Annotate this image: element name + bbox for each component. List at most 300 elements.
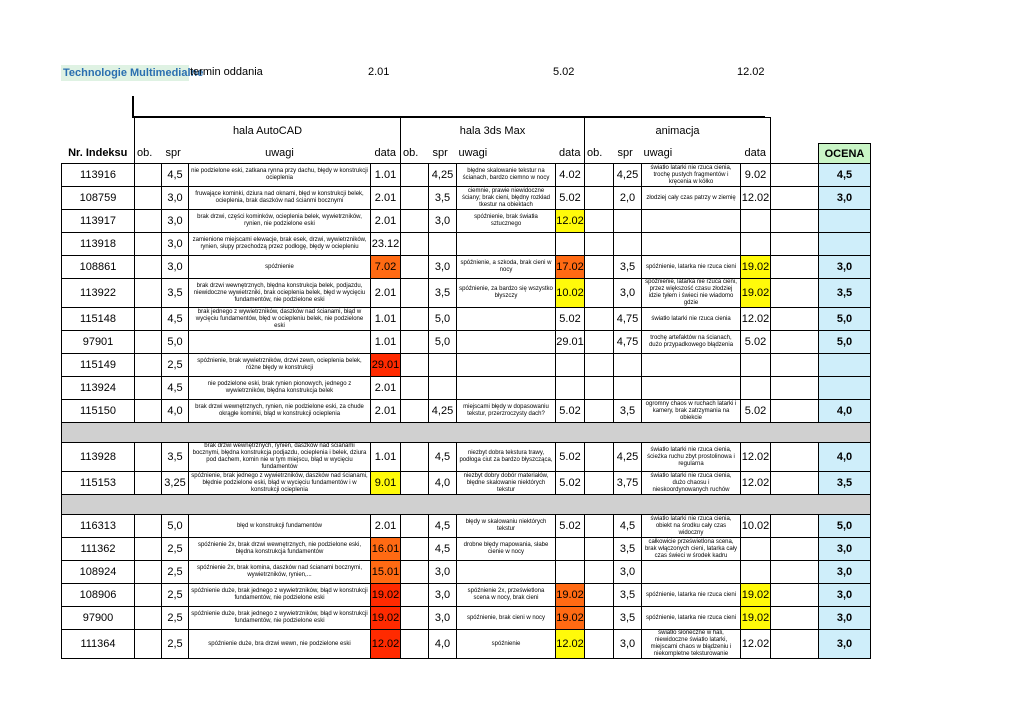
student-id: 111362 — [62, 538, 135, 561]
submission-date: 9.01 — [371, 472, 401, 495]
student-id: 113916 — [62, 164, 135, 187]
final-grade: 4,0 — [819, 400, 871, 423]
spr-score: 4,25 — [614, 164, 642, 187]
submission-date: 5.02 — [556, 308, 585, 331]
submission-date: 12.02 — [741, 187, 771, 210]
col-ocena: OCENA — [819, 144, 871, 164]
student-id: 113924 — [62, 377, 135, 400]
submission-date: 19.02 — [741, 607, 771, 630]
uwagi-note: spóźnienie, brak cieni w nocy — [457, 607, 556, 630]
spr-score: 4,25 — [614, 443, 642, 472]
frame-line — [132, 96, 134, 118]
ob-cell — [585, 538, 614, 561]
uwagi-note: błęd w konstrukcji fundamentów — [189, 515, 371, 538]
student-id: 111364 — [62, 630, 135, 659]
uwagi-note: spóźnienie, latarka nie rzuca cieni — [642, 607, 741, 630]
spr-score — [429, 354, 457, 377]
uwagi-note: spóźnienie duże, brak jednego z wywietrzników, błąd w konstrukcji fundamentów, nie podzielone eski — [189, 607, 371, 630]
ob-cell — [401, 354, 429, 377]
spr-score: 3,5 — [429, 279, 457, 308]
submission-date: 9.02 — [741, 164, 771, 187]
final-grade: 3,0 — [819, 256, 871, 279]
ob-cell — [401, 400, 429, 423]
uwagi-note: fruwające kominki, dziura nad oknami, błęd w konstrukcji belek, ocieplenia, brak daszków nad ścianmi bocznymi — [189, 187, 371, 210]
spacer — [771, 279, 819, 308]
uwagi-note: brak jednego z wywietrzników, daszków nad ścianami, błąd w wycięciu fundamentów, błęd w ociepleniu belek, nie podzielone eski — [189, 308, 371, 331]
uwagi-note: niezbyt dobra tekstura trawy, podłoga ciut za bardzo błyszcząca, — [457, 443, 556, 472]
uwagi-note: nie podzielone eski, brak rynien pionowych, jednego z wywietrzników, błędna konstrukcja belek — [189, 377, 371, 400]
submission-date — [556, 377, 585, 400]
submission-date: 19.02 — [741, 256, 771, 279]
uwagi-note: niezbyt dobry dobór materiałów, błędne skalowanie niektórych tekstur — [457, 472, 556, 495]
spacer — [771, 400, 819, 423]
table-row — [62, 607, 871, 630]
spr-score: 4,0 — [429, 472, 457, 495]
spacer — [771, 515, 819, 538]
table-row — [62, 443, 871, 472]
spr-score: 3,5 — [162, 443, 189, 472]
ob-cell — [585, 233, 614, 256]
uwagi-note — [457, 354, 556, 377]
uwagi-note: spóźnienie, latarka nie rzuca cieni, przez większość czasu złodziej idzie tyłem i świeci nie wiadomo gdzie — [642, 279, 741, 308]
ob-cell — [401, 308, 429, 331]
col-uwagi: uwagi — [643, 147, 673, 160]
table-row — [62, 377, 871, 400]
spr-score: 5,0 — [429, 331, 457, 354]
ob-cell — [135, 400, 162, 423]
course-title: Technologie Multimedialne — [63, 67, 204, 79]
submission-date: 12.02 — [741, 630, 771, 659]
spacer — [771, 164, 819, 187]
ob-cell — [135, 187, 162, 210]
spacer — [771, 144, 819, 164]
student-id: 108759 — [62, 187, 135, 210]
ob-cell — [401, 377, 429, 400]
table-row — [62, 279, 871, 308]
submission-date: 19.02 — [371, 607, 401, 630]
ob-cell — [135, 607, 162, 630]
uwagi-note: spóźnienie, za bardzo się wszystko błyszczy — [457, 279, 556, 308]
uwagi-note: spóźnienie, brak światła sztucznego — [457, 210, 556, 233]
table-row — [62, 233, 871, 256]
spr-score: 4,0 — [162, 400, 189, 423]
ob-cell — [135, 331, 162, 354]
submission-date: 5.02 — [741, 331, 771, 354]
col-data: data — [744, 147, 766, 160]
ob-cell — [135, 377, 162, 400]
ob-cell — [135, 538, 162, 561]
table-row — [62, 354, 871, 377]
spr-score: 3,5 — [614, 584, 642, 607]
ob-cell — [135, 308, 162, 331]
uwagi-note: ciemnie, prawie niewidoczne ściany; brak cieni, błędny rozkład tkestur na obiektach — [457, 187, 556, 210]
ob-cell — [585, 187, 614, 210]
submission-date: 5.02 — [741, 400, 771, 423]
spr-score: 3,5 — [162, 279, 189, 308]
uwagi-note: zamienione miejscami elewacje, brak esek, drzwi, wywietrzników, rynien, słupy przechodzą przez podłogę, błędy w ociepleniu — [189, 233, 371, 256]
ob-cell — [585, 308, 614, 331]
student-id: 113928 — [62, 443, 135, 472]
col-spr: spr — [432, 147, 448, 160]
ob-cell — [135, 515, 162, 538]
spr-score: 3,25 — [162, 472, 189, 495]
ob-cell — [401, 233, 429, 256]
uwagi-note: światło latarki nie rzuca cienia, obiekt na środku cały czas widoczny — [642, 515, 741, 538]
submission-date: 2.01 — [371, 515, 401, 538]
ob-cell — [401, 515, 429, 538]
student-id: 97900 — [62, 607, 135, 630]
ob-cell — [135, 584, 162, 607]
final-grade: 3,0 — [819, 187, 871, 210]
spr-score: 4,5 — [162, 377, 189, 400]
table-row — [62, 331, 871, 354]
submission-date — [556, 233, 585, 256]
submission-date: 4.02 — [556, 164, 585, 187]
submission-date: 16.01 — [371, 538, 401, 561]
spr-score: 3,0 — [162, 187, 189, 210]
spacer — [771, 443, 819, 472]
final-grade: 3,0 — [819, 561, 871, 584]
spr-score: 4,25 — [429, 400, 457, 423]
ob-cell — [401, 187, 429, 210]
submission-date — [741, 233, 771, 256]
submission-date: 15.01 — [371, 561, 401, 584]
student-id: 97901 — [62, 331, 135, 354]
submission-date: 5.02 — [556, 443, 585, 472]
spr-score — [614, 354, 642, 377]
spr-score: 3,0 — [162, 256, 189, 279]
uwagi-note: ogromny chaos w ruchach latarki i kamery, brak zatrzymania na obiekcie — [642, 400, 741, 423]
spacer — [771, 630, 819, 659]
final-grade: 3,5 — [819, 472, 871, 495]
ob-cell — [135, 210, 162, 233]
ob-cell — [401, 630, 429, 659]
separator-row — [62, 423, 871, 443]
ob-cell — [135, 561, 162, 584]
final-grade: 5,0 — [819, 331, 871, 354]
col-spr: spr — [165, 147, 181, 160]
uwagi-note — [457, 308, 556, 331]
col-ob: ob. — [585, 144, 614, 164]
uwagi-note: spóźnienie, latarka nie rzuca cieni — [642, 256, 741, 279]
spr-score: 2,5 — [162, 607, 189, 630]
submission-date — [556, 561, 585, 584]
student-id: 116313 — [62, 515, 135, 538]
ob-cell — [585, 279, 614, 308]
spr-score: 4,75 — [614, 308, 642, 331]
submission-date — [556, 538, 585, 561]
table-row — [62, 400, 871, 423]
ob-cell — [585, 400, 614, 423]
spr-score: 3,5 — [614, 256, 642, 279]
spr-score: 4,75 — [614, 331, 642, 354]
spr-score: 5,0 — [162, 331, 189, 354]
spr-score: 3,0 — [162, 233, 189, 256]
ob-cell — [585, 515, 614, 538]
spr-score: 4,5 — [614, 515, 642, 538]
uwagi-note: brak drzwi wewnętrznych, błędna konstrukcja belek, podjazdu, niewidoczne wywietrzniki, brak ocieplenia belek, błęd w wycięciu fundamentów, nie podzielone eski — [189, 279, 371, 308]
uwagi-note: światło latarki nie rzuca cienia, ścieżka ruchu zbyt prostolinowa i regularna — [642, 443, 741, 472]
uwagi-note: całkowicie prześwietlona scena, brak włączonych cieni, latarka cały czas świeci w środek kadru — [642, 538, 741, 561]
uwagi-note: spóźnienie — [457, 630, 556, 659]
final-grade: 5,0 — [819, 308, 871, 331]
spr-score: 2,5 — [162, 584, 189, 607]
uwagi-note: błędne skalowanie tekstur na ścianach, bardzo ciemno w nocy — [457, 164, 556, 187]
submission-date: 2.01 — [371, 377, 401, 400]
ob-cell — [401, 472, 429, 495]
ob-cell — [135, 164, 162, 187]
table-row — [62, 187, 871, 210]
ob-cell — [585, 210, 614, 233]
group-3dsmax: hala 3ds Max — [401, 118, 585, 144]
spr-score: 3,0 — [429, 584, 457, 607]
group-animation: animacja — [585, 118, 771, 144]
spr-score: 3,5 — [614, 607, 642, 630]
uwagi-note: złodziej cały czas patrzy w ziemię — [642, 187, 741, 210]
table-row — [62, 164, 871, 187]
spacer — [771, 187, 819, 210]
spr-score: 3,0 — [614, 630, 642, 659]
table-row — [62, 256, 871, 279]
uwagi-note: spóźnienie — [189, 256, 371, 279]
uwagi-note: spóźnienie, a szkoda, brak cieni w nocy — [457, 256, 556, 279]
submission-date: 19.02 — [741, 279, 771, 308]
ob-cell — [401, 279, 429, 308]
submission-date — [556, 354, 585, 377]
submission-date: 29.01 — [371, 354, 401, 377]
table-row — [62, 561, 871, 584]
uwagi-note — [642, 354, 741, 377]
uwagi-note — [642, 377, 741, 400]
spr-score: 2,5 — [162, 538, 189, 561]
final-grade: 3,0 — [819, 607, 871, 630]
spacer — [771, 584, 819, 607]
student-id: 113922 — [62, 279, 135, 308]
spr-score: 3,0 — [614, 279, 642, 308]
spr-score: 4,0 — [429, 630, 457, 659]
submission-date: 12.02 — [371, 630, 401, 659]
spr-score: 3,0 — [614, 561, 642, 584]
spr-score: 3,0 — [429, 210, 457, 233]
col-ob: ob. — [401, 144, 429, 164]
spacer — [771, 538, 819, 561]
submission-date — [741, 538, 771, 561]
ob-cell — [135, 630, 162, 659]
ob-cell — [585, 584, 614, 607]
uwagi-note — [457, 331, 556, 354]
submission-date: 12.02 — [741, 308, 771, 331]
ob-cell — [135, 443, 162, 472]
uwagi-note — [189, 331, 371, 354]
uwagi-note: nie podzielone eski, zatkana rynna przy dachu, błędy w konstrukcji ocieplenia — [189, 164, 371, 187]
submission-date: 2.01 — [371, 279, 401, 308]
uwagi-note: spóźnienie, latarka nie rzuca cieni — [642, 584, 741, 607]
student-id: 108924 — [62, 561, 135, 584]
spr-score: 3,5 — [429, 187, 457, 210]
uwagi-note — [457, 233, 556, 256]
ob-cell — [135, 256, 162, 279]
submission-date: 19.02 — [556, 607, 585, 630]
table-row — [62, 538, 871, 561]
spr-score — [614, 210, 642, 233]
grades-table — [61, 117, 871, 659]
spr-score: 4,5 — [162, 308, 189, 331]
spr-score: 3,0 — [429, 256, 457, 279]
col-spr: spr — [617, 147, 633, 160]
final-grade: 5,0 — [819, 515, 871, 538]
spacer — [771, 256, 819, 279]
submission-date: 10.02 — [556, 279, 585, 308]
uwagi-note: światło latarki nie rzuca cienia — [642, 308, 741, 331]
final-grade: 3,0 — [819, 538, 871, 561]
ob-cell — [401, 538, 429, 561]
spacer — [771, 561, 819, 584]
submission-date: 29.01 — [556, 331, 585, 354]
student-id: 115148 — [62, 308, 135, 331]
ob-cell — [401, 164, 429, 187]
ob-cell — [135, 233, 162, 256]
spr-score: 2,5 — [162, 561, 189, 584]
ob-cell — [585, 377, 614, 400]
ob-cell — [401, 607, 429, 630]
spr-score: 4,25 — [429, 164, 457, 187]
spacer — [771, 472, 819, 495]
ob-cell — [401, 256, 429, 279]
spr-score: 2,5 — [162, 354, 189, 377]
ob-cell — [135, 354, 162, 377]
table-row — [62, 308, 871, 331]
table-row — [62, 515, 871, 538]
final-grade — [819, 354, 871, 377]
spr-score: 3,75 — [614, 472, 642, 495]
final-grade — [819, 210, 871, 233]
uwagi-note: spóźnienie, brak wywietrzników, drzwi zewn, ocieplenia belek, różne błędy w konstrukcji — [189, 354, 371, 377]
final-grade: 3,0 — [819, 630, 871, 659]
spr-score: 5,0 — [162, 515, 189, 538]
spr-score: 3,0 — [162, 210, 189, 233]
submission-date — [741, 210, 771, 233]
ob-cell — [585, 443, 614, 472]
separator-row — [62, 495, 871, 515]
submission-date: 12.02 — [556, 630, 585, 659]
ob-cell — [585, 256, 614, 279]
submission-date — [741, 561, 771, 584]
uwagi-note: spóźnienie duże, brak jednego z wywietrzników, błąd w konstrukcji fundamentów, nie podzielone eski — [189, 584, 371, 607]
group-autocad: hala AutoCAD — [135, 118, 401, 144]
uwagi-note: spóźnienie, brak jednego z wywietrzników, daszków nad ścianami, błędnie podzielone eski, błąd w wycięciu fundamentów i w konstrukcji ocieplenia — [189, 472, 371, 495]
col-ob: ob. — [135, 144, 162, 164]
submission-date: 12.02 — [741, 472, 771, 495]
uwagi-note: światło słoneczne w hali, niewidoczne światło latarki, miejscami chaos w błądzeniu i niekompletne teksturowanie — [642, 630, 741, 659]
uwagi-note: spóźnienie 2x, brak komina, daszków nad ścianami bocznymi, wywietrzników, rynien,... — [189, 561, 371, 584]
submission-date: 1.01 — [371, 308, 401, 331]
uwagi-note: spóźnienie 2x, prześwietlona scena w nocy, brak cieni — [457, 584, 556, 607]
submission-date: 5.02 — [556, 187, 585, 210]
deadline-2: 5.02 — [553, 66, 575, 78]
submission-date: 19.02 — [741, 584, 771, 607]
ob-cell — [135, 472, 162, 495]
table-row — [62, 210, 871, 233]
spr-score: 5,0 — [429, 308, 457, 331]
ob-cell — [401, 584, 429, 607]
final-grade: 4,0 — [819, 443, 871, 472]
uwagi-note — [642, 210, 741, 233]
submission-date: 17.02 — [556, 256, 585, 279]
separator — [62, 495, 871, 515]
ob-cell — [585, 561, 614, 584]
uwagi-note — [642, 233, 741, 256]
spr-score — [614, 233, 642, 256]
spr-score: 4,5 — [429, 443, 457, 472]
ob-cell — [585, 472, 614, 495]
deadline-1: 2.01 — [368, 66, 390, 78]
uwagi-note: trochę artefaktów na ścianach, dużo przypadkowego błądzenia — [642, 331, 741, 354]
uwagi-note: spóźnienie duże, bra drzwi wewn, nie podzielone eski — [189, 630, 371, 659]
submission-date: 2.01 — [371, 210, 401, 233]
ob-cell — [401, 561, 429, 584]
submission-date: 12.02 — [556, 210, 585, 233]
student-id: 115150 — [62, 400, 135, 423]
uwagi-note: brak drzwi wewnętrznych, rynien, daszków nad ścianami bocznymi, błędna konstrukcja podjazdu, ocieplenia i belek, dziura pod dachem, komin nie w tym miejscu, błąd w wycięciu fundamentów — [189, 443, 371, 472]
submission-date: 5.02 — [556, 472, 585, 495]
spr-score: 4,5 — [429, 515, 457, 538]
spr-score: 3,0 — [429, 561, 457, 584]
spacer — [771, 607, 819, 630]
student-id: 113918 — [62, 233, 135, 256]
separator — [62, 423, 871, 443]
student-id: 115149 — [62, 354, 135, 377]
ob-cell — [401, 210, 429, 233]
col-data: data — [559, 147, 581, 160]
submission-date: 19.02 — [371, 584, 401, 607]
submission-date: 12.02 — [741, 443, 771, 472]
submission-date: 23.12 — [371, 233, 401, 256]
table-row — [62, 472, 871, 495]
submission-date: 10.02 — [741, 515, 771, 538]
uwagi-note: brak drzwi wewnętrznych, rynien, nie podzielone eski, za chude okrągłe kominki, błąd w konstrukcji ocieplenia — [189, 400, 371, 423]
uwagi-note: miejscami błędy w dopasowaniu tekstur, przerzroczysty dach? — [457, 400, 556, 423]
spr-score: 2,0 — [614, 187, 642, 210]
uwagi-note: brak drzwi, części kominków, ocieplenia belek, wywietrzników, rynien, nie podzielone eski — [189, 210, 371, 233]
spacer — [771, 308, 819, 331]
deadline-label: termin oddania — [190, 66, 263, 78]
spr-score — [429, 233, 457, 256]
spr-score: 3,0 — [429, 607, 457, 630]
spacer — [771, 354, 819, 377]
ob-cell — [585, 630, 614, 659]
uwagi-note: spóźnienie 2x, brak drzwi wewnętrznych, nie podzielone eski, błędna konstrukcja fundamentów — [189, 538, 371, 561]
ob-cell — [585, 607, 614, 630]
spr-score — [614, 377, 642, 400]
uwagi-note — [642, 561, 741, 584]
spr-score: 2,5 — [162, 630, 189, 659]
table-row — [62, 630, 871, 659]
submission-date: 5.02 — [556, 400, 585, 423]
final-grade — [819, 377, 871, 400]
table-row — [62, 584, 871, 607]
col-nr-indeksu: Nr. Indeksu — [68, 147, 128, 160]
ob-cell — [401, 443, 429, 472]
uwagi-note — [457, 377, 556, 400]
deadline-3: 12.02 — [737, 66, 765, 78]
uwagi-note: światło latarki nie rzuca cienia, trochę pustych fragmentów i kręcenia w kółko — [642, 164, 741, 187]
submission-date: 1.01 — [371, 331, 401, 354]
spr-score: 4,5 — [429, 538, 457, 561]
ob-cell — [401, 331, 429, 354]
spacer — [771, 331, 819, 354]
uwagi-note: błędy w skalowaniu niektórych tekstur — [457, 515, 556, 538]
spr-score: 3,5 — [614, 538, 642, 561]
